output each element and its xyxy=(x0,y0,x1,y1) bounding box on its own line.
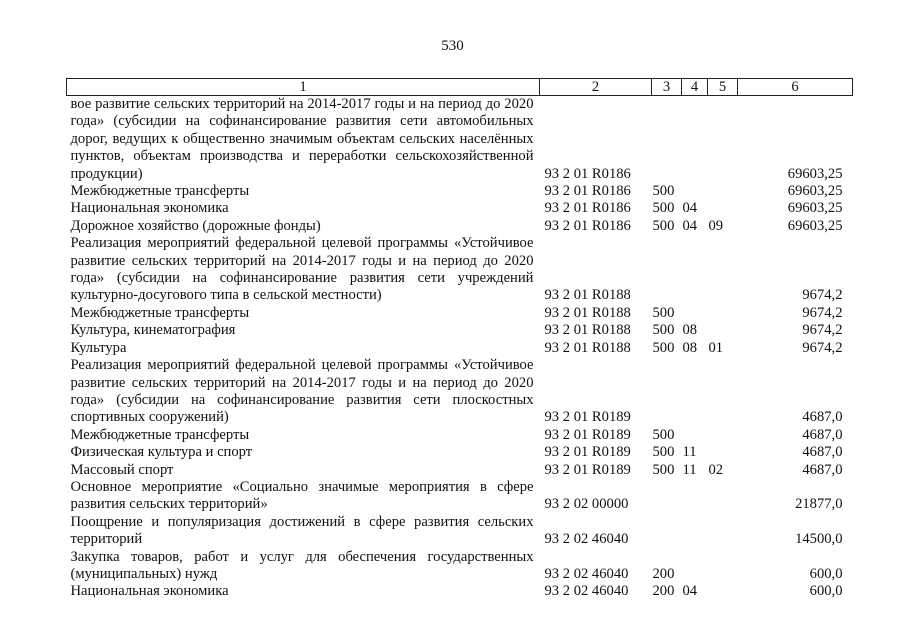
row-expense-type: 500 xyxy=(652,461,675,478)
row-expense-type: 200 xyxy=(652,583,675,600)
row-amount: 4687,0 xyxy=(802,426,843,443)
row-name: Национальная экономика xyxy=(70,583,229,600)
row-subsection xyxy=(708,357,738,427)
row-section: 04 xyxy=(682,217,698,234)
table-row xyxy=(67,514,853,549)
row-name: Национальная экономика xyxy=(70,200,229,217)
table-row xyxy=(67,462,853,479)
row-subsection xyxy=(708,305,738,322)
row-subsection xyxy=(708,479,738,514)
row-section xyxy=(682,479,708,514)
row-target-article: 93 2 01 R0188 xyxy=(544,322,631,339)
row-expense-type: 500 xyxy=(652,322,675,339)
column-header-name: 1 xyxy=(67,79,540,96)
row-name: Реализация мероприятий федеральной целевой программы «Устойчивое развитие сельских территорий на 2014-2017 годы и на период до 2020 года» (субсидии на софинансирование развития сети плоскостных спортивных сооружений) xyxy=(70,357,534,426)
row-section: 04 xyxy=(682,200,698,217)
row-subsection xyxy=(708,235,738,305)
table-header-row xyxy=(67,79,853,96)
row-name: Поощрение и популяризация достижений в сфере развития сельских территорий xyxy=(70,513,534,548)
row-subsection xyxy=(708,514,738,549)
column-header-target-article: 2 xyxy=(540,79,652,96)
column-header-section: 4 xyxy=(682,79,708,96)
table-row xyxy=(67,200,853,217)
page-number: 530 xyxy=(441,38,464,54)
row-name: Закупка товаров, работ и услуг для обеспечения государственных (муниципальных) нужд xyxy=(70,548,534,582)
row-expense-type xyxy=(652,96,682,184)
row-section xyxy=(682,183,708,200)
table-row xyxy=(67,322,853,339)
row-section xyxy=(682,427,708,444)
row-amount: 9674,2 xyxy=(802,339,843,356)
row-expense-type: 200 xyxy=(652,565,675,582)
row-target-article: 93 2 01 R0189 xyxy=(544,409,631,426)
row-expense-type: 500 xyxy=(652,217,675,234)
budget-table xyxy=(66,78,853,601)
row-target-article: 93 2 01 R0186 xyxy=(544,217,631,234)
row-target-article: 93 2 01 R0186 xyxy=(544,200,631,217)
row-amount: 69603,25 xyxy=(787,165,843,182)
table-row xyxy=(67,444,853,461)
table-row xyxy=(67,427,853,444)
row-name: Культура xyxy=(70,339,127,356)
row-target-article: 93 2 01 R0188 xyxy=(544,304,631,321)
row-target-article: 93 2 01 R0188 xyxy=(544,339,631,356)
row-subsection xyxy=(708,200,738,217)
row-expense-type: 500 xyxy=(652,339,675,356)
table-row xyxy=(67,96,853,184)
row-expense-type xyxy=(652,514,682,549)
column-header-subsection: 5 xyxy=(708,79,738,96)
row-name: Основное мероприятие «Социально значимые мероприятия в сфере развития сельских территорий» xyxy=(70,478,534,513)
row-expense-type xyxy=(652,357,682,427)
row-expense-type: 500 xyxy=(652,200,675,217)
row-amount: 69603,25 xyxy=(787,217,843,234)
row-target-article: 93 2 02 00000 xyxy=(544,496,629,513)
table-row xyxy=(67,218,853,235)
row-expense-type: 500 xyxy=(652,304,675,321)
table-row xyxy=(67,305,853,322)
row-expense-type: 500 xyxy=(652,444,675,461)
row-section: 11 xyxy=(682,444,697,461)
row-subsection xyxy=(708,427,738,444)
row-section xyxy=(682,96,708,184)
row-name: вое развитие сельских территорий на 2014-2017 годы и на период до 2020 года» (субсидии на софинансирование развития сети автомобильных дорог, ведущих к общественно значимым объектам сельских населённых пунктов, объектам производства и переработки сельскохозяйственной продукции) xyxy=(70,96,534,182)
row-name: Межбюджетные трансферты xyxy=(70,426,250,443)
row-subsection xyxy=(708,183,738,200)
row-amount: 600,0 xyxy=(809,565,843,582)
table-row xyxy=(67,183,853,200)
row-amount: 9674,2 xyxy=(802,304,843,321)
row-subsection xyxy=(708,444,738,461)
row-amount: 4687,0 xyxy=(802,409,843,426)
row-amount: 4687,0 xyxy=(802,461,843,478)
table-row xyxy=(67,340,853,357)
column-header-expense-type: 3 xyxy=(652,79,682,96)
row-subsection xyxy=(708,322,738,339)
row-target-article: 93 2 02 46040 xyxy=(544,583,629,600)
row-amount: 69603,25 xyxy=(787,183,843,200)
row-name: Культура, кинематография xyxy=(70,322,236,339)
row-target-article: 93 2 01 R0188 xyxy=(544,287,631,304)
row-name: Межбюджетные трансферты xyxy=(70,183,250,200)
row-section xyxy=(682,514,708,549)
row-amount: 9674,2 xyxy=(802,287,843,304)
row-section: 08 xyxy=(682,322,698,339)
table-row xyxy=(67,549,853,584)
table-row xyxy=(67,479,853,514)
row-target-article: 93 2 01 R0189 xyxy=(544,444,631,461)
row-name: Дорожное хозяйство (дорожные фонды) xyxy=(70,217,321,234)
row-name: Реализация мероприятий федеральной целевой программы «Устойчивое развитие сельских территорий на 2014-2017 годы и на период до 2020 года» (субсидии на софинансирование развития сети учреждений культурно-досугового типа в сельской местности) xyxy=(70,235,534,304)
row-target-article: 93 2 02 46040 xyxy=(544,531,629,548)
row-subsection xyxy=(708,549,738,584)
row-subsection xyxy=(708,96,738,184)
row-section: 08 xyxy=(682,339,698,356)
table-row xyxy=(67,583,853,600)
row-expense-type: 500 xyxy=(652,183,675,200)
column-header-amount: 6 xyxy=(738,79,853,96)
row-name: Физическая культура и спорт xyxy=(70,444,253,461)
row-amount: 9674,2 xyxy=(802,322,843,339)
row-expense-type xyxy=(652,479,682,514)
row-amount: 4687,0 xyxy=(802,444,843,461)
row-amount: 600,0 xyxy=(809,583,843,600)
row-name: Массовый спорт xyxy=(70,461,174,478)
row-subsection: 02 xyxy=(708,461,724,478)
row-section: 04 xyxy=(682,583,698,600)
row-target-article: 93 2 01 R0189 xyxy=(544,426,631,443)
row-name: Межбюджетные трансферты xyxy=(70,304,250,321)
row-amount: 69603,25 xyxy=(787,200,843,217)
table-row xyxy=(67,357,853,427)
row-subsection: 01 xyxy=(708,339,724,356)
row-section xyxy=(682,235,708,305)
row-target-article: 93 2 01 R0186 xyxy=(544,183,631,200)
row-amount: 21877,0 xyxy=(795,496,843,513)
row-subsection: 09 xyxy=(708,217,724,234)
table-row xyxy=(67,235,853,305)
row-expense-type: 500 xyxy=(652,426,675,443)
row-section xyxy=(682,549,708,584)
row-target-article: 93 2 01 R0186 xyxy=(544,165,631,182)
row-target-article: 93 2 02 46040 xyxy=(544,565,629,582)
row-amount: 14500,0 xyxy=(795,531,843,548)
row-section: 11 xyxy=(682,461,697,478)
row-section xyxy=(682,357,708,427)
row-expense-type xyxy=(652,235,682,305)
table-body xyxy=(67,96,853,601)
row-section xyxy=(682,305,708,322)
row-target-article: 93 2 01 R0189 xyxy=(544,461,631,478)
row-subsection xyxy=(708,583,738,600)
